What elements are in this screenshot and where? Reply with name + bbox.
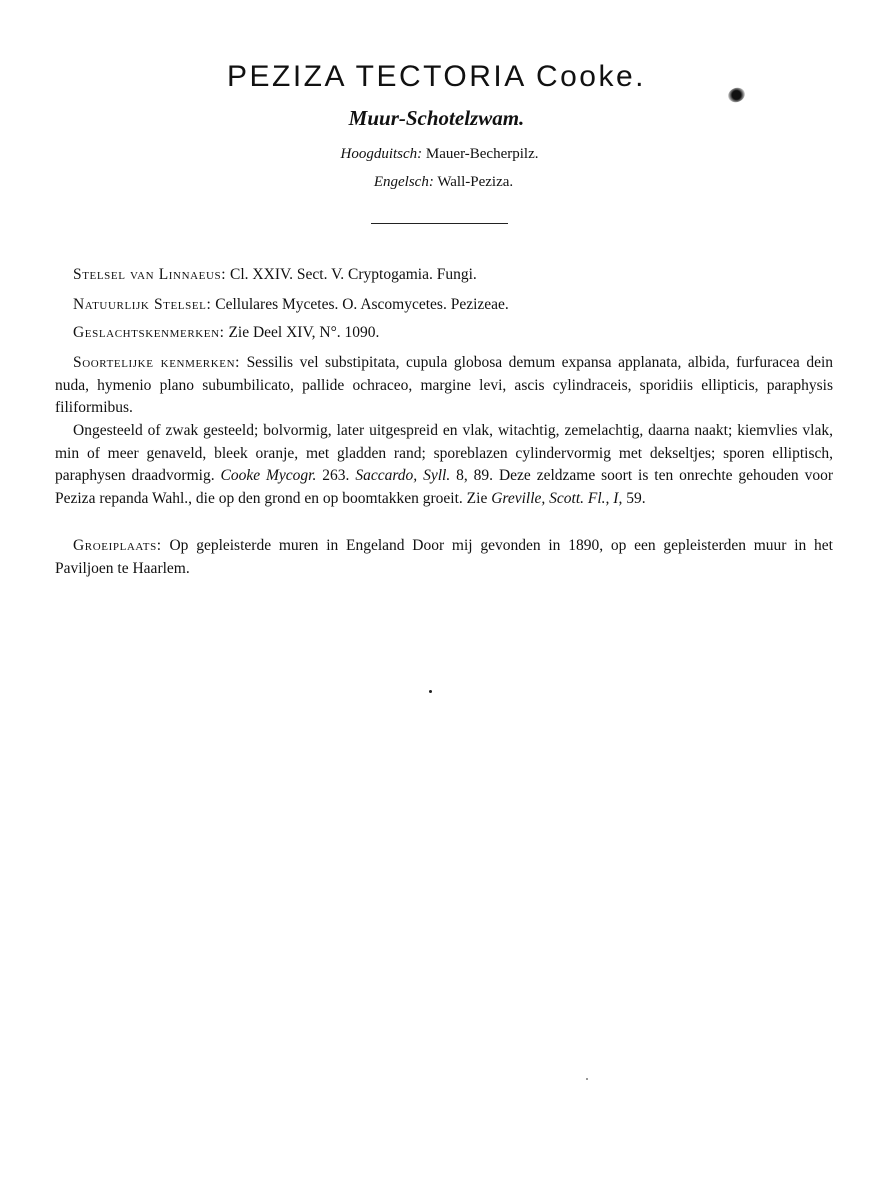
paragraph-text: Sessilis vel substipitata, cupula globosa demum expansa applanata, albida, furfuracea dein nuda, hymenio plano subumbilicato, pallide ochraceo, margine levi, ascis cylindraceis, sporidiis ellipticis, paraphysis filiformibus. — [55, 354, 834, 416]
paragraph-soortelijke-kenmerken — [55, 352, 833, 420]
paragraph-label: Natuurlijk Stelsel: — [73, 296, 212, 313]
page-subtitle: Muur-Schotelzwam. — [348, 106, 525, 130]
synonym-english-label: Engelsch: — [373, 174, 434, 190]
page-title: PEZIZA TECTORIA Cooke. — [226, 60, 646, 93]
paragraph-label: Soortelijke kenmerken: — [73, 354, 241, 371]
paragraph-natuurlijk-stelsel — [55, 294, 833, 317]
paragraph-text: Op gepleisterde muren in Engeland Door mij gevonden in 1890, op een gepleisterden muur in het Paviljoen te Haarlem. — [55, 537, 833, 577]
paragraph-label: Groeiplaats: — [73, 537, 162, 554]
paragraph-text: 8, 89. Deze zeldzame soort is ten onrechte gehouden voor Peziza repanda Wahl., die op den grond en op boomtakken groeit. Zie — [55, 467, 834, 507]
synonym-english — [0, 174, 873, 191]
paragraph-text: 263. — [322, 467, 350, 484]
synonym-german-label: Hoogduitsch: — [340, 146, 423, 162]
synonym-english-value: Wall-Peziza. — [437, 174, 514, 190]
citation-cooke: Cooke Mycogr. — [220, 467, 317, 484]
divider-rule — [371, 223, 508, 224]
paragraph-text: Cellulares Mycetes. O. Ascomycetes. Pezizeae. — [215, 296, 509, 313]
ink-speck — [586, 1078, 588, 1080]
paragraph-text: Cl. XXIV. Sect. V. Cryptogamia. Fungi. — [230, 266, 477, 283]
paragraph-geslachtskenmerken — [55, 322, 833, 345]
paragraph-label: Stelsel van Linnaeus: — [73, 266, 227, 283]
synonym-german — [0, 146, 873, 163]
paragraph-label: Geslachtskenmerken: — [73, 324, 225, 341]
paragraph-stelsel-linnaeus — [55, 264, 833, 287]
synonym-german-value: Mauer-Becherpilz. — [425, 146, 539, 162]
paragraph-groeiplaats — [55, 535, 833, 580]
paragraph-beschrijving — [55, 420, 833, 510]
citation-greville: Greville, Scott. Fl., I, — [491, 489, 623, 507]
ink-speck — [429, 690, 432, 693]
citation-saccardo: Saccardo, Syll. — [355, 467, 451, 484]
paragraph-text: 59. — [626, 489, 646, 507]
paragraph-text: Zie Deel XIV, N°. 1090. — [228, 324, 380, 341]
paragraph-text: Ongesteeld of zwak gesteeld; bolvormig, later uitgespreid en vlak, witachtig, zemelachtig, daarna naakt; kiemvlies vlak, min of meer genaveld, bleek oranje, met gladden rand; sporeblazen cylindervormig met dekseltjes; sporen elliptisch, paraphysen draadvormig. — [55, 422, 833, 484]
